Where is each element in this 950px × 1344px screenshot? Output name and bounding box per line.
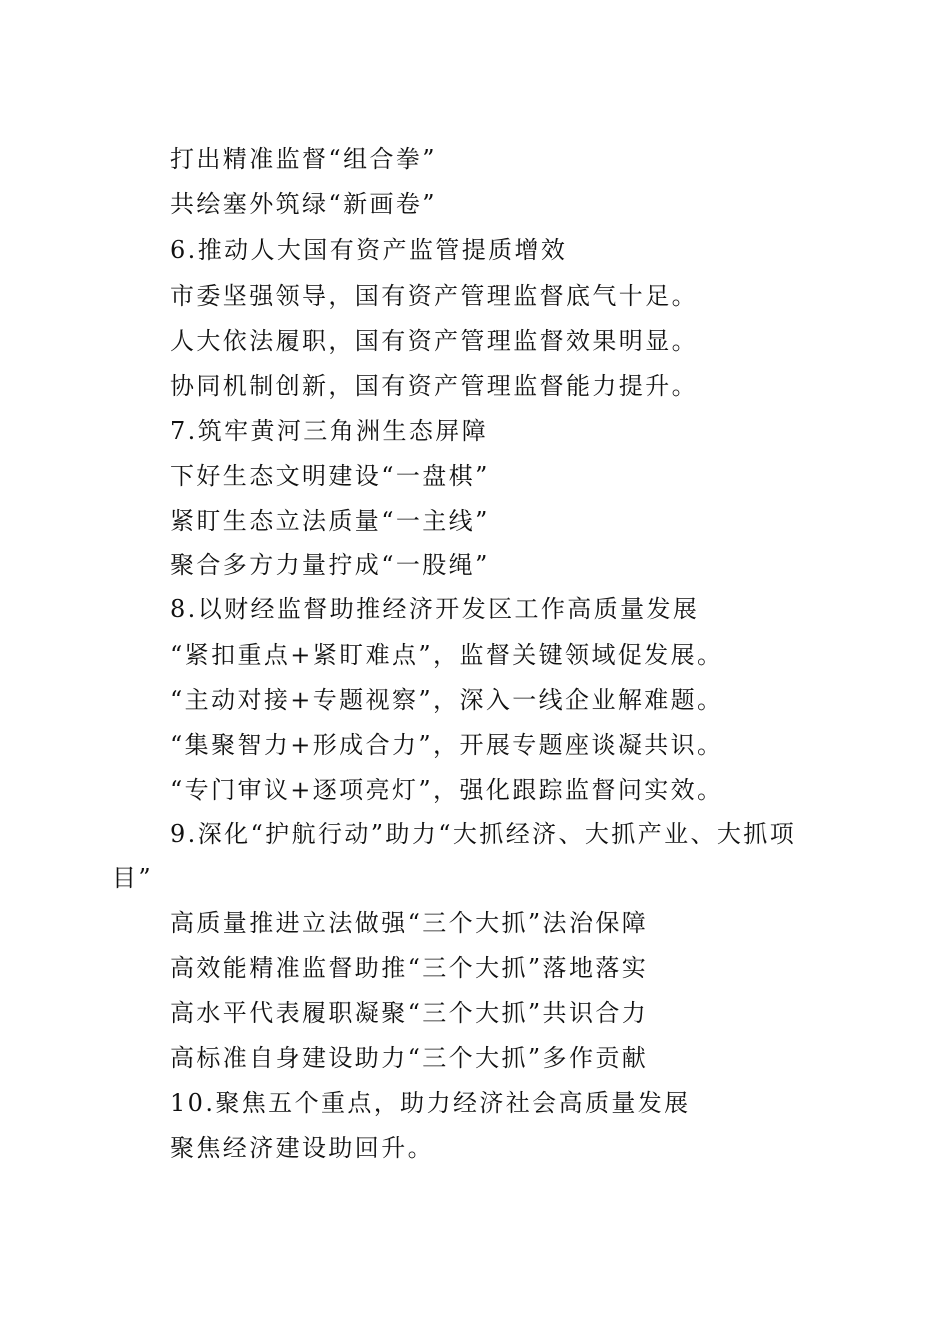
body-line: 市委坚强领导，国有资产管理监督底气十足。 <box>170 282 698 310</box>
body-line: “主动对接+专题视察”，深入一线企业解难题。 <box>170 686 724 714</box>
section-heading-8: 8.以财经监督助推经济开发区工作高质量发展 <box>170 595 700 623</box>
body-line: 聚焦经济建设助回升。 <box>170 1134 434 1162</box>
body-line: 紧盯生态立法质量“一主线” <box>170 507 490 535</box>
body-line: 人大依法履职，国有资产管理监督效果明显。 <box>170 327 698 355</box>
section-heading-7: 7.筑牢黄河三角洲生态屏障 <box>170 417 489 445</box>
body-line: 高水平代表履职凝聚“三个大抓”共识合力 <box>170 999 649 1027</box>
section-heading-9-continued: 目” <box>112 864 154 892</box>
body-line: “集聚智力+形成合力”，开展专题座谈凝共识。 <box>170 731 724 759</box>
body-line: 聚合多方力量拧成“一股绳” <box>170 551 490 579</box>
body-line: 下好生态文明建设“一盘棋” <box>170 462 490 490</box>
body-line: 高质量推进立法做强“三个大抓”法治保障 <box>170 909 649 937</box>
subheading-line: 共绘塞外筑绿“新画卷” <box>170 190 437 218</box>
body-line: 高标准自身建设助力“三个大抓”多作贡献 <box>170 1044 649 1072</box>
section-heading-6: 6.推动人大国有资产监管提质增效 <box>170 236 568 264</box>
section-heading-9: 9.深化“护航行动”助力“大抓经济、大抓产业、大抓项 <box>170 820 797 848</box>
body-line: “紧扣重点+紧盯难点”，监督关键领域促发展。 <box>170 641 724 669</box>
body-line: 协同机制创新，国有资产管理监督能力提升。 <box>170 372 698 400</box>
section-heading-10: 10.聚焦五个重点，助力经济社会高质量发展 <box>170 1089 691 1117</box>
body-line: 高效能精准监督助推“三个大抓”落地落实 <box>170 954 649 982</box>
body-line: “专门审议+逐项亮灯”，强化跟踪监督问实效。 <box>170 776 724 804</box>
subheading-line: 打出精准监督“组合拳” <box>170 145 437 173</box>
